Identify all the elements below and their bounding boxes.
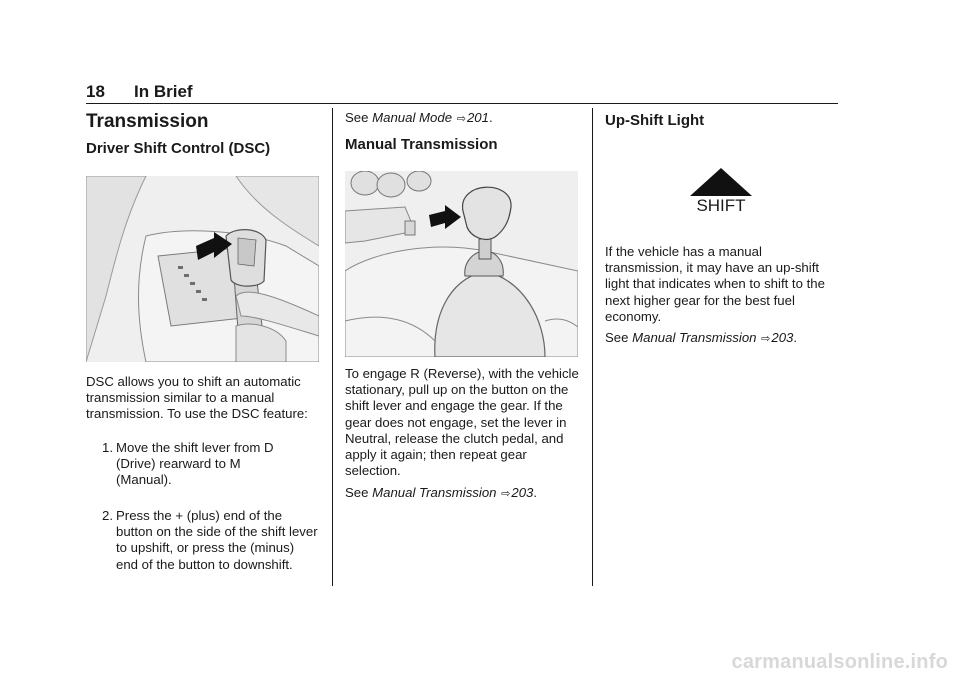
heading-transmission: Transmission xyxy=(86,111,209,132)
manual-transmission-page-2[interactable]: 203 xyxy=(771,330,794,345)
manual-transmission-page[interactable]: 203 xyxy=(511,485,534,500)
shift-indicator-icon xyxy=(689,168,753,216)
page-header xyxy=(86,82,838,104)
column-divider-2 xyxy=(592,108,593,586)
dsc-intro: DSC allows you to shift an automatic transmission similar to a manual transmission. To use the DSC feature: xyxy=(86,374,308,422)
header-rule xyxy=(86,103,838,104)
see-prefix: See xyxy=(345,110,369,125)
up-triangle-icon xyxy=(689,168,753,198)
step-1-text: Move the shift lever from D (Drive) rearward to M (Manual). xyxy=(116,440,274,488)
manual-transmission-link[interactable]: Manual Transmission xyxy=(372,485,497,500)
shift-icon-label: SHIFT xyxy=(696,196,746,215)
section-title: In Brief xyxy=(134,82,193,101)
page-number: 18 xyxy=(86,82,105,101)
heading-dsc: Driver Shift Control (DSC) xyxy=(86,140,271,157)
dsc-shifter-illustration xyxy=(86,176,319,362)
see-prefix: See xyxy=(345,485,369,500)
see-manual-transmission: See Manual Transmission ⇨203. xyxy=(345,485,538,500)
column-divider-1 xyxy=(332,108,333,586)
heading-manual-transmission: Manual Transmission xyxy=(345,136,498,153)
manual-mode-link[interactable]: Manual Mode xyxy=(372,110,453,125)
step-2-number: 2. xyxy=(102,508,113,523)
list-item-step-2 xyxy=(86,508,320,588)
step-2-text: Press the + (plus) end of the button on the side of the shift lever to upshift, or press the (minus) end of the button to downshift. xyxy=(116,508,318,572)
page-ref-icon: ⇨ xyxy=(501,488,511,500)
manual-transmission-link-2[interactable]: Manual Transmission xyxy=(632,330,757,345)
page-ref-icon: ⇨ xyxy=(761,333,771,345)
manual-shifter-illustration xyxy=(345,171,578,357)
step-1-number: 1. xyxy=(102,440,113,455)
watermark: carmanualsonline.info xyxy=(731,651,948,673)
see-prefix: See xyxy=(605,330,629,345)
page-ref-icon: ⇨ xyxy=(456,113,466,125)
list-item-step-1 xyxy=(86,440,320,500)
manual-mode-page[interactable]: 201 xyxy=(466,110,489,125)
see-manual-mode: See Manual Mode ⇨201. xyxy=(345,110,493,125)
heading-up-shift-light: Up-Shift Light xyxy=(605,112,705,129)
see-manual-transmission-2: See Manual Transmission ⇨203. xyxy=(605,330,798,345)
manual-transmission-body: To engage R (Reverse), with the vehicle stationary, pull up on the button on the shift lever and engage the gear. If the gear does not engage, set the lever in Neutral, release the clutch pedal, and apply it again; then repeat gear selection. xyxy=(345,366,579,479)
up-shift-body: If the vehicle has a manual transmission, it may have an up-shift light that indicates when to shift to the next higher gear for the best fuel economy. xyxy=(605,244,825,324)
